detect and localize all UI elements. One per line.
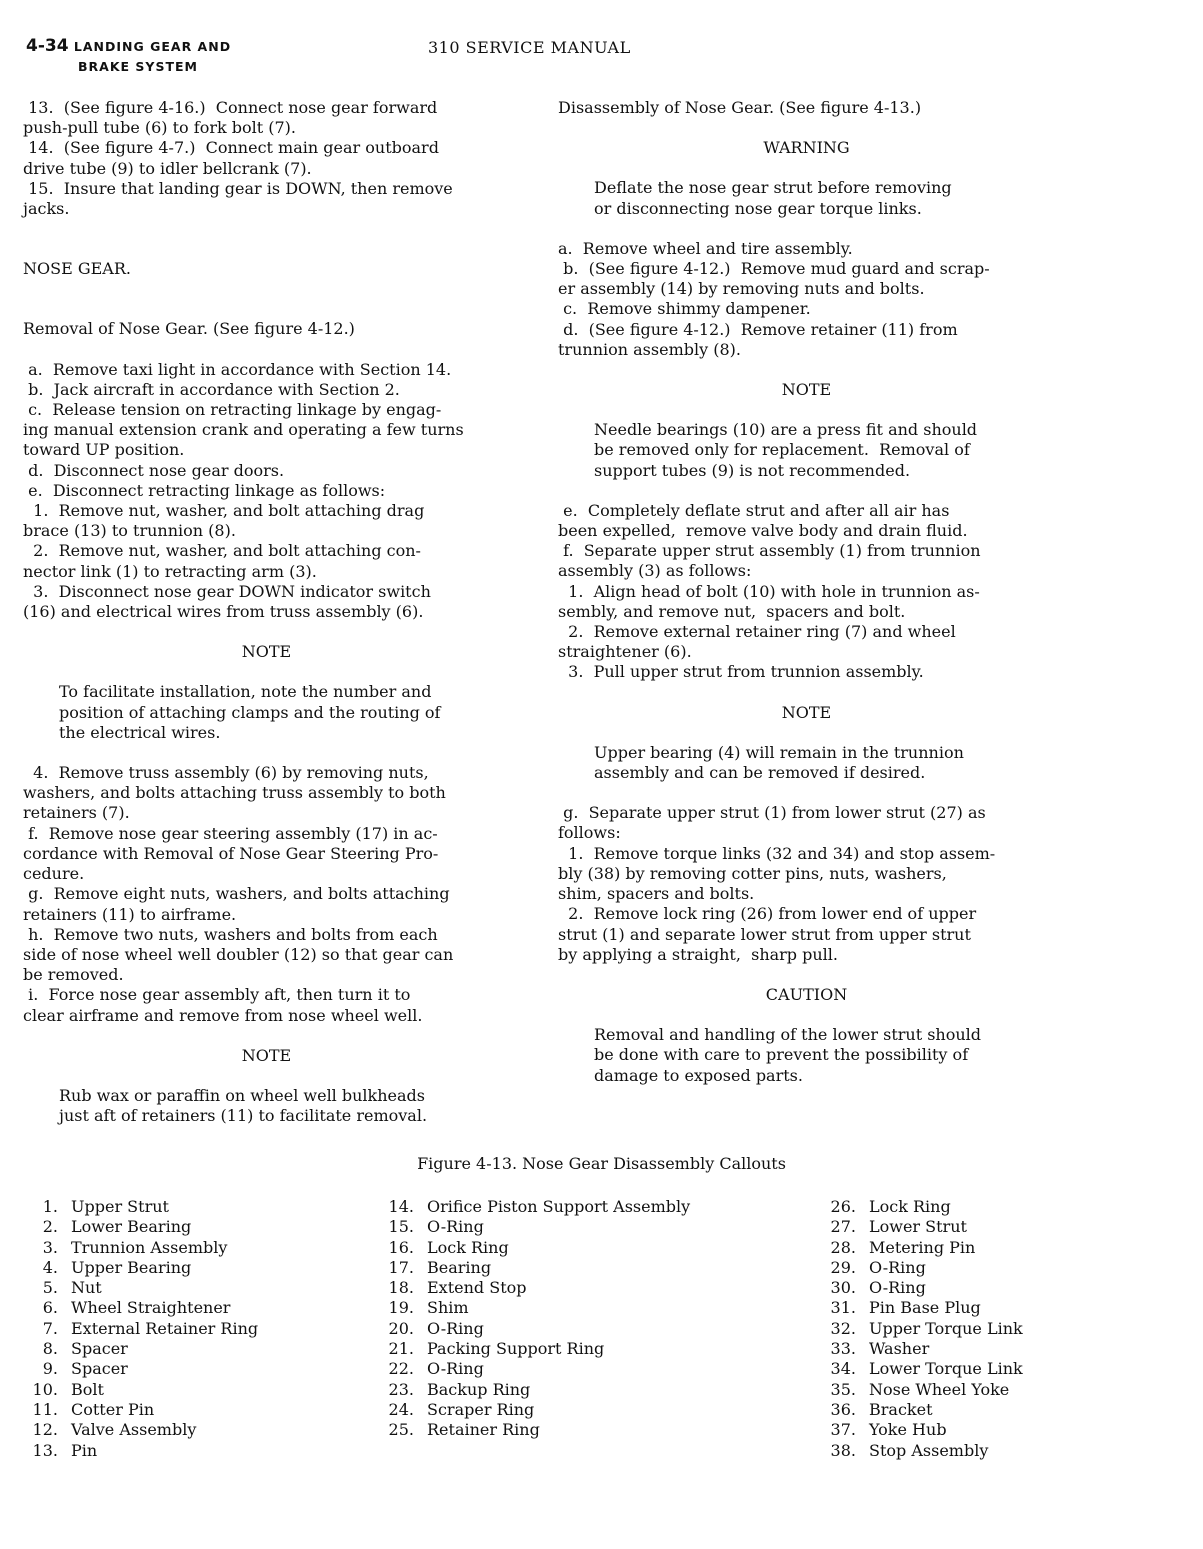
text-line: bly (38) by removing cotter pins, nuts, washers, — [558, 863, 947, 883]
callout-label: O-Ring — [427, 1217, 484, 1237]
section-header — [26, 36, 231, 77]
removal-steps-continued — [23, 763, 510, 1026]
callout-number: 1. — [42, 1197, 58, 1216]
note-label: NOTE — [781, 380, 832, 400]
text-line: strut (1) and separate lower strut from upper strut — [558, 924, 971, 944]
callout-number: 37. — [830, 1420, 856, 1440]
callout-label: Upper Bearing — [71, 1257, 192, 1277]
text-line: side of nose wheel well doubler (12) so that gear can — [23, 944, 454, 964]
text-line: Removal and handling of the lower strut should — [594, 1025, 982, 1045]
text-line: retainers (11) to airframe. — [23, 904, 237, 924]
callout-label: Orifice Piston Support Assembly — [427, 1197, 691, 1216]
callout-label: Nut — [71, 1278, 102, 1298]
text-line: position of attaching clamps and the routing of — [59, 702, 441, 722]
text-line: cedure. — [23, 864, 85, 884]
text-line: 1. Remove torque links (32 and 34) and stop assem- — [558, 843, 996, 863]
callout-label: Cotter Pin — [71, 1399, 155, 1419]
text-line: e. Disconnect retracting linkage as follows: — [23, 480, 386, 500]
caution-text — [558, 1025, 1055, 1086]
text-line: a. Remove taxi light in accordance with Section 14. — [23, 359, 452, 379]
callout-label: Washer — [869, 1339, 930, 1359]
callout-item — [384, 1359, 690, 1379]
callout-number: 21. — [388, 1339, 414, 1359]
installation-steps — [23, 98, 510, 219]
callout-item — [28, 1238, 258, 1258]
callout-label: Upper Torque Link — [869, 1318, 1023, 1338]
callout-number: 38. — [830, 1440, 856, 1460]
callout-item — [28, 1359, 258, 1379]
callout-label: Spacer — [71, 1339, 128, 1359]
callout-number: 32. — [830, 1318, 856, 1338]
text-line: Needle bearings (10) are a press fit and should — [594, 420, 978, 440]
text-line: er assembly (14) by removing nuts and bolts. — [558, 279, 925, 299]
callout-label: Pin Base Plug — [869, 1298, 981, 1318]
text-line: f. Remove nose gear steering assembly (17) in ac- — [23, 823, 438, 843]
callout-label: O-Ring — [427, 1359, 484, 1379]
text-line: 13. (See figure 4-16.) Connect nose gear forward — [23, 98, 438, 117]
callout-number: 3. — [42, 1237, 58, 1257]
text-line: Upper bearing (4) will remain in the trunnion — [594, 742, 964, 762]
callout-label: Extend Stop — [427, 1278, 527, 1298]
disassembly-heading: Disassembly of Nose Gear. (See figure 4-13.) — [558, 98, 922, 117]
section-title-line1: LANDING GEAR AND — [73, 39, 232, 54]
text-line: jacks. — [23, 199, 70, 219]
callout-item — [28, 1420, 258, 1440]
text-line: by applying a straight, sharp pull. — [558, 944, 838, 964]
text-line: g. Separate upper strut (1) from lower strut (27) as — [558, 803, 986, 823]
callout-number: 18. — [388, 1278, 414, 1298]
callout-item — [384, 1238, 690, 1258]
callout-number: 26. — [830, 1197, 856, 1216]
callout-number: 31. — [830, 1298, 856, 1318]
callout-item — [28, 1441, 258, 1461]
text-line: g. Remove eight nuts, washers, and bolts attaching — [23, 884, 450, 904]
note-label: NOTE — [241, 1045, 292, 1065]
text-line: 3. Disconnect nose gear DOWN indicator switch — [23, 581, 431, 601]
callout-number: 16. — [388, 1237, 414, 1257]
callout-label: Bracket — [869, 1399, 933, 1419]
callout-item — [826, 1238, 1023, 1258]
callout-number: 34. — [830, 1359, 856, 1379]
callout-item — [28, 1400, 258, 1420]
text-line: 1. Align head of bolt (10) with hole in trunnion as- — [558, 581, 980, 601]
callout-label: O-Ring — [427, 1318, 484, 1338]
callout-item — [826, 1217, 1023, 1237]
text-line: c. Remove shimmy dampener. — [558, 299, 811, 319]
text-line: 4. Remove truss assembly (6) by removing nuts, — [23, 763, 429, 783]
callout-label: Lock Ring — [427, 1237, 509, 1257]
callout-label: Yoke Hub — [869, 1420, 947, 1440]
callout-number: 14. — [388, 1197, 414, 1216]
callout-item — [384, 1420, 690, 1440]
nose-gear-heading: NOSE GEAR. — [23, 259, 131, 279]
callout-label: Lower Strut — [869, 1217, 967, 1237]
text-line: c. Release tension on retracting linkage by engag- — [23, 400, 442, 420]
text-line: brace (13) to trunnion (8). — [23, 521, 236, 541]
callout-label: Bolt — [71, 1379, 104, 1399]
text-line: be removed. — [23, 965, 124, 985]
text-line: 15. Insure that landing gear is DOWN, then remove — [23, 178, 453, 198]
text-line: 1. Remove nut, washer, and bolt attaching drag — [23, 501, 425, 521]
caution-label: CAUTION — [765, 984, 848, 1004]
callout-label: Valve Assembly — [71, 1420, 197, 1440]
callout-item — [384, 1380, 690, 1400]
callout-list — [28, 1197, 258, 1461]
callout-label: Nose Wheel Yoke — [869, 1379, 1010, 1399]
callout-number: 29. — [830, 1257, 856, 1277]
callout-item — [826, 1339, 1023, 1359]
left-column — [23, 98, 510, 1126]
callout-label: Packing Support Ring — [427, 1339, 605, 1359]
callout-item — [826, 1258, 1023, 1278]
callout-number: 19. — [388, 1298, 414, 1318]
manual-title: 310 SERVICE MANUAL — [428, 38, 631, 57]
text-line: 2. Remove external retainer ring (7) and wheel — [558, 622, 956, 642]
text-line: trunnion assembly (8). — [558, 339, 741, 359]
callout-label: Lock Ring — [869, 1197, 951, 1216]
callout-number: 17. — [388, 1257, 414, 1277]
separation-steps — [558, 803, 1055, 965]
callout-item — [384, 1298, 690, 1318]
callout-number: 11. — [32, 1399, 58, 1419]
callout-number: 23. — [388, 1379, 414, 1399]
text-line: 2. Remove lock ring (26) from lower end of upper — [558, 904, 977, 924]
text-line: h. Remove two nuts, washers and bolts from each — [23, 924, 438, 944]
callout-label: Retainer Ring — [427, 1420, 540, 1440]
callout-item — [28, 1258, 258, 1278]
text-line: f. Separate upper strut assembly (1) from trunnion — [558, 541, 981, 561]
callout-number: 24. — [388, 1399, 414, 1419]
text-line: toward UP position. — [23, 440, 185, 460]
callout-number: 28. — [830, 1237, 856, 1257]
text-line: i. Force nose gear assembly aft, then turn it to — [23, 985, 411, 1005]
section-number: 4-34 — [26, 36, 69, 56]
callout-label: Upper Strut — [71, 1197, 169, 1216]
callout-item — [384, 1278, 690, 1298]
callout-item — [826, 1441, 1023, 1461]
note-text — [558, 420, 1055, 481]
callout-item — [28, 1319, 258, 1339]
text-line: nector link (1) to retracting arm (3). — [23, 561, 317, 581]
callout-item — [826, 1319, 1023, 1339]
callout-label: Trunnion Assembly — [71, 1237, 228, 1257]
callout-item — [384, 1217, 690, 1237]
callout-number: 13. — [32, 1440, 58, 1460]
text-line: ing manual extension crank and operating a few turns — [23, 420, 464, 440]
callout-number: 5. — [42, 1278, 58, 1298]
right-column — [558, 98, 1055, 1086]
note-label: NOTE — [781, 702, 832, 722]
text-line: drive tube (9) to idler bellcrank (7). — [23, 158, 312, 178]
text-line: support tubes (9) is not recommended. — [594, 460, 911, 480]
callout-number: 15. — [388, 1217, 414, 1237]
callout-item — [28, 1278, 258, 1298]
callout-label: Spacer — [71, 1359, 128, 1379]
text-line: b. Jack aircraft in accordance with Section 2. — [23, 379, 400, 399]
callout-item — [28, 1339, 258, 1359]
callout-item — [28, 1197, 258, 1217]
callout-number: 30. — [830, 1278, 856, 1298]
text-line: been expelled, remove valve body and drain fluid. — [558, 521, 968, 541]
text-line: cordance with Removal of Nose Gear Steering Pro- — [23, 843, 439, 863]
disassembly-steps-continued — [558, 501, 1055, 683]
text-line: 3. Pull upper strut from trunnion assembly. — [558, 662, 924, 682]
text-line: be done with care to prevent the possibility of — [594, 1045, 969, 1065]
callout-label: Stop Assembly — [869, 1440, 989, 1460]
callout-number: 35. — [830, 1379, 856, 1399]
text-line: shim, spacers and bolts. — [558, 884, 755, 904]
text-line: the electrical wires. — [59, 722, 221, 742]
callout-item — [826, 1380, 1023, 1400]
text-line: d. Disconnect nose gear doors. — [23, 460, 285, 480]
callout-number: 8. — [42, 1339, 58, 1359]
text-line: Rub wax or paraffin on wheel well bulkheads — [59, 1085, 426, 1105]
text-line: clear airframe and remove from nose wheel well. — [23, 1005, 423, 1025]
text-line: be removed only for replacement. Removal of — [594, 440, 970, 460]
callout-item — [384, 1319, 690, 1339]
text-line: push-pull tube (6) to fork bolt (7). — [23, 118, 297, 138]
note-text — [558, 743, 1055, 783]
text-line: 2. Remove nut, washer, and bolt attaching con- — [23, 541, 421, 561]
text-line: sembly, and remove nut, spacers and bolt. — [558, 601, 906, 621]
callout-item — [28, 1380, 258, 1400]
callout-item — [826, 1359, 1023, 1379]
callout-number: 22. — [388, 1359, 414, 1379]
text-line: e. Completely deflate strut and after all air has — [558, 500, 950, 520]
text-line: a. Remove wheel and tire assembly. — [558, 238, 853, 258]
callout-item — [28, 1298, 258, 1318]
text-line: or disconnecting nose gear torque links. — [594, 198, 922, 218]
callout-number: 10. — [32, 1379, 58, 1399]
callout-list — [384, 1197, 690, 1441]
warning-text — [558, 178, 1055, 218]
callout-list — [826, 1197, 1023, 1461]
figure-caption: Figure 4-13. Nose Gear Disassembly Callouts — [417, 1154, 786, 1173]
text-line: b. (See figure 4-12.) Remove mud guard and scrap- — [558, 259, 990, 279]
warning-label: WARNING — [763, 138, 850, 158]
callout-item — [826, 1278, 1023, 1298]
callout-number: 36. — [830, 1399, 856, 1419]
callout-number: 12. — [32, 1420, 58, 1440]
disassembly-steps — [558, 239, 1055, 360]
text-line: d. (See figure 4-12.) Remove retainer (11) from — [558, 319, 958, 339]
callout-number: 4. — [42, 1257, 58, 1277]
callout-label: Shim — [427, 1298, 469, 1318]
callout-item — [826, 1420, 1023, 1440]
text-line: retainers (7). — [23, 803, 130, 823]
callout-label: O-Ring — [869, 1278, 926, 1298]
callout-number: 33. — [830, 1339, 856, 1359]
text-line: assembly and can be removed if desired. — [594, 763, 926, 783]
removal-heading: Removal of Nose Gear. (See figure 4-12.) — [23, 319, 355, 339]
callout-number: 6. — [42, 1298, 58, 1318]
callout-item — [826, 1400, 1023, 1420]
text-line: follows: — [558, 823, 621, 843]
callout-item — [384, 1197, 690, 1217]
text-line: washers, and bolts attaching truss assembly to both — [23, 783, 446, 803]
callout-number: 7. — [42, 1318, 58, 1338]
callout-label: External Retainer Ring — [71, 1318, 259, 1338]
text-line: To facilitate installation, note the number and — [59, 682, 432, 702]
callout-item — [826, 1298, 1023, 1318]
callout-label: O-Ring — [869, 1257, 926, 1277]
note-text — [23, 682, 510, 743]
callout-label: Backup Ring — [427, 1379, 531, 1399]
note-text — [23, 1086, 510, 1126]
text-line: assembly (3) as follows: — [558, 561, 752, 581]
text-line: straightener (6). — [558, 642, 692, 662]
section-title-line2: BRAKE SYSTEM — [78, 59, 198, 74]
callout-item — [384, 1258, 690, 1278]
callout-label: Lower Torque Link — [869, 1359, 1023, 1379]
callout-number: 9. — [42, 1359, 58, 1379]
callout-label: Wheel Straightener — [71, 1298, 231, 1318]
callout-label: Pin — [71, 1440, 98, 1460]
text-line: damage to exposed parts. — [594, 1065, 803, 1085]
text-line: Deflate the nose gear strut before removing — [594, 178, 952, 198]
removal-steps — [23, 360, 510, 623]
callout-item — [384, 1339, 690, 1359]
text-line: just aft of retainers (11) to facilitate removal. — [59, 1106, 428, 1126]
note-label: NOTE — [241, 642, 292, 662]
callout-item — [826, 1197, 1023, 1217]
callout-label: Lower Bearing — [71, 1217, 192, 1237]
callout-number: 2. — [42, 1217, 58, 1237]
text-line: (16) and electrical wires from truss assembly (6). — [23, 602, 424, 622]
callout-item — [384, 1400, 690, 1420]
callout-item — [28, 1217, 258, 1237]
callout-label: Metering Pin — [869, 1237, 976, 1257]
callout-number: 27. — [830, 1217, 856, 1237]
callout-label: Scraper Ring — [427, 1399, 535, 1419]
callout-number: 20. — [388, 1318, 414, 1338]
text-line: 14. (See figure 4-7.) Connect main gear outboard — [23, 138, 439, 158]
callout-label: Bearing — [427, 1257, 492, 1277]
callout-number: 25. — [388, 1420, 414, 1440]
